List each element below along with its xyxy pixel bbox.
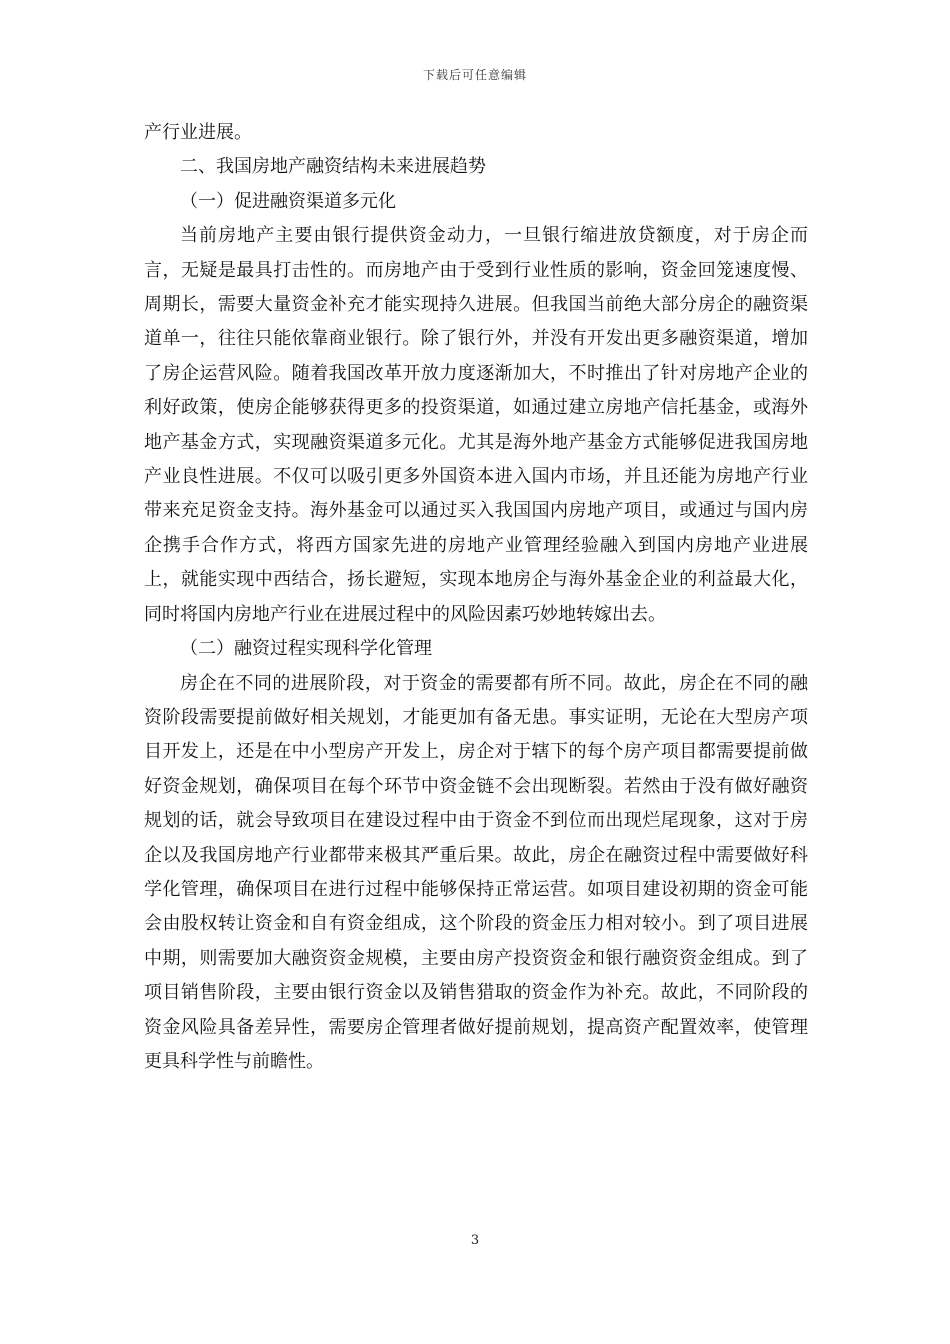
- section-heading: 二、我国房地产融资结构未来进展趋势: [180, 156, 486, 178]
- subsection-heading-1: （一）促进融资渠道多元化: [180, 190, 396, 212]
- continuation-text: 产行业进展。: [144, 122, 252, 143]
- page-number: 3: [470, 1233, 480, 1248]
- paragraph-1: 当前房地产主要由银行提供资金动力，一旦银行缩进放贷额度，对于房企而言，无疑是最具打击性的。而房地产由于受到行业性质的影响，资金回笼速度慢、周期长，需要大量资金补充才能实现持久进展。但我国当前绝大部分房企的融资渠道单一，往往只能依靠商业银行。除了银行外，并没有开发出更多融资渠道，增加了房企运营风险。随着我国改革开放力度逐渐加大，不时推出了针对房地产企业的利好政策，使房企能够获得更多的投资渠道，如通过建立房地产信托基金，或海外地产基金方式，实现融资渠道多元化。尤其是海外地产基金方式能够促进我国房地产业良性进展。不仅可以吸引更多外国资本进入国内市场，并且还能为房地产行业带来充足资金支持。海外基金可以通过买入我国国内房地产项目，或通过与国内房企携手合作方式，将西方国家先进的房地产业管理经验融入到国内房地产业进展上，就能实现中西结合，扬长避短，实现本地房企与海外基金企业的利益最大化，同时将国内房地产行业在进展过程中的风险因素巧妙地转嫁出去。: [144, 225, 808, 625]
- document-body: [144, 116, 808, 1079]
- subsection-heading-2: （二）融资过程实现科学化管理: [180, 638, 432, 660]
- page-header: 下载后可任意编辑: [422, 68, 527, 82]
- paragraph-2: 房企在不同的进展阶段，对于资金的需要都有所不同。故此，房企在不同的融资阶段需要提前做好相关规划，才能更加有备无患。事实证明，无论在大型房产项目开发上，还是在中小型房产开发上，房企对于辖下的每个房产项目都需要提前做好资金规划，确保项目在每个环节中资金链不会出现断裂。若然由于没有做好融资规划的话，就会导致项目在建设过程中由于资金不到位而出现烂尾现象，这对于房企以及我国房地产行业都带来极其严重后果。故此，房企在融资过程中需要做好科学化管理，确保项目在进行过程中能够保持正常运营。如项目建设初期的资金可能会由股权转让资金和自有资金组成，这个阶段的资金压力相对较小。到了项目进展中期，则需要加大融资资金规模，主要由房产投资资金和银行融资资金组成。到了项目销售阶段，主要由银行资金以及销售猎取的资金作为补充。故此，不同阶段的资金风险具备差异性，需要房企管理者做好提前规划，提高资产配置效率，使管理更具科学性与前瞻性。: [144, 672, 808, 1072]
